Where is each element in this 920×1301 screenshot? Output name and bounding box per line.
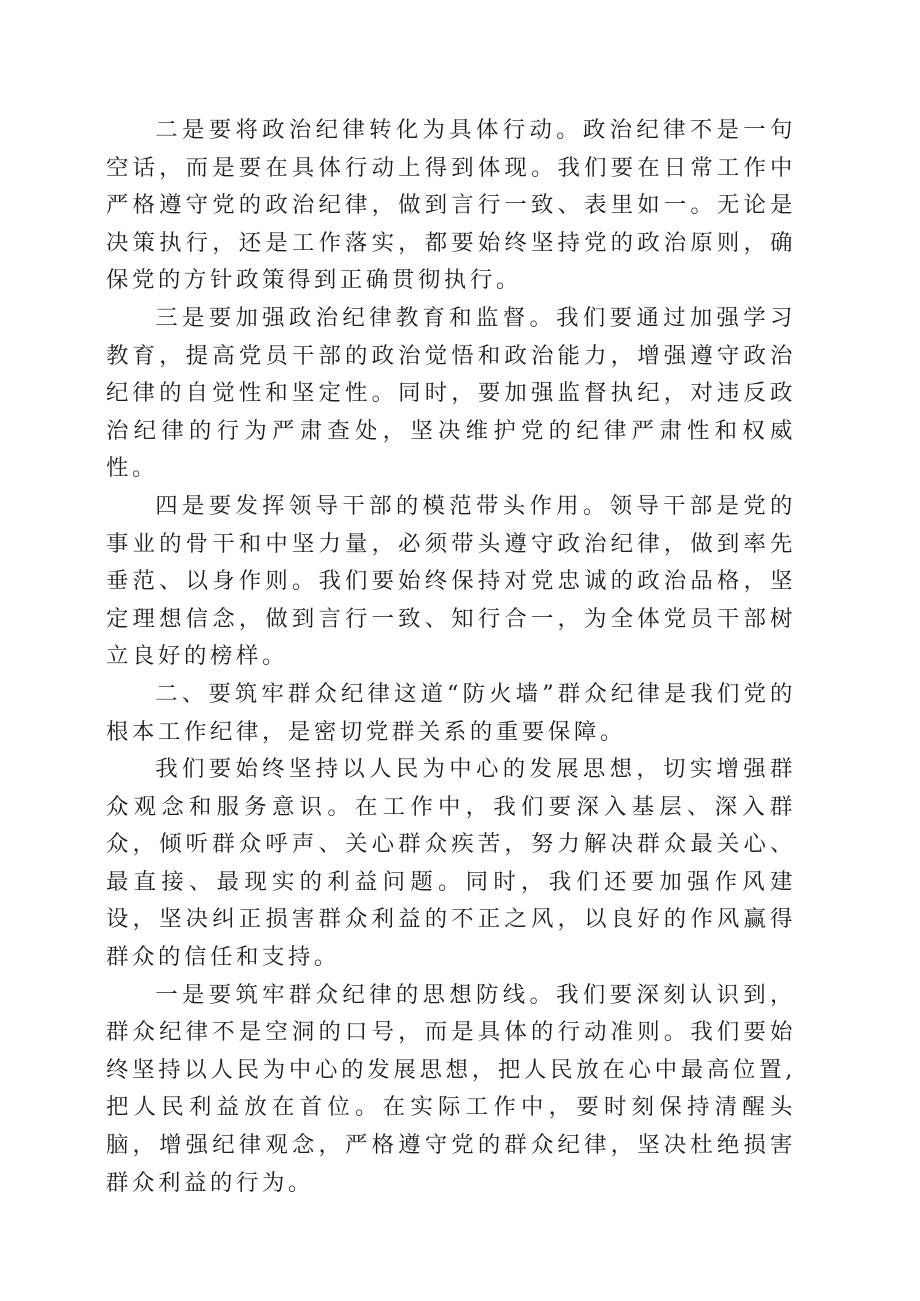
- paragraph-political-discipline-education: 三是要加强政治纪律教育和监督。我们要通过加强学习教育，提高党员干部的政治觉悟和政治能力，增强遵守政治纪律的自觉性和坚定性。同时，要加强监督执纪，对违反政治纪律的行为严肃查处，坚决维护党的纪律严肃性和权威性。: [106, 304, 796, 482]
- document-body: [106, 112, 796, 1202]
- paragraph-mass-discipline-heading: 二、要筑牢群众纪律这道“防火墙”群众纪律是我们党的根本工作纪律，是密切党群关系的重要保障。: [106, 680, 796, 745]
- paragraph-people-centered: 我们要始终坚持以人民为中心的发展思想，切实增强群众观念和服务意识。在工作中，我们要深入基层、深入群众，倾听群众呼声、关心群众疾苦，努力解决群众最关心、最直接、最现实的利益问题。同时，我们还要加强作风建设，坚决纠正损害群众利益的不正之风，以良好的作风赢得群众的信任和支持。: [106, 756, 796, 971]
- paragraph-leaders-exemplary-role: 四是要发挥领导干部的模范带头作用。领导干部是党的事业的骨干和中坚力量，必须带头遵守政治纪律，做到率先垂范、以身作则。我们要始终保持对党忠诚的政治品格，坚定理想信念，做到言行一致、知行合一，为全体党员干部树立良好的榜样。: [106, 492, 796, 670]
- paragraph-mass-discipline-ideology: 一是要筑牢群众纪律的思想防线。我们要深刻认识到，群众纪律不是空洞的口号，而是具体的行动准则。我们要始终坚持以人民为中心的发展思想，把人民放在心中最高位置,把人民利益放在首位。在实际工作中，要时刻保持清醒头脑，增强纪律观念，严格遵守党的群众纪律，坚决杜绝损害群众利益的行为。: [106, 981, 796, 1196]
- paragraph-political-discipline-action: 二是要将政治纪律转化为具体行动。政治纪律不是一句空话，而是要在具体行动上得到体现。我们要在日常工作中严格遵守党的政治纪律，做到言行一致、表里如一。无论是决策执行，还是工作落实，都要始终坚持党的政治原则，确保党的方针政策得到正确贯彻执行。: [106, 117, 796, 294]
